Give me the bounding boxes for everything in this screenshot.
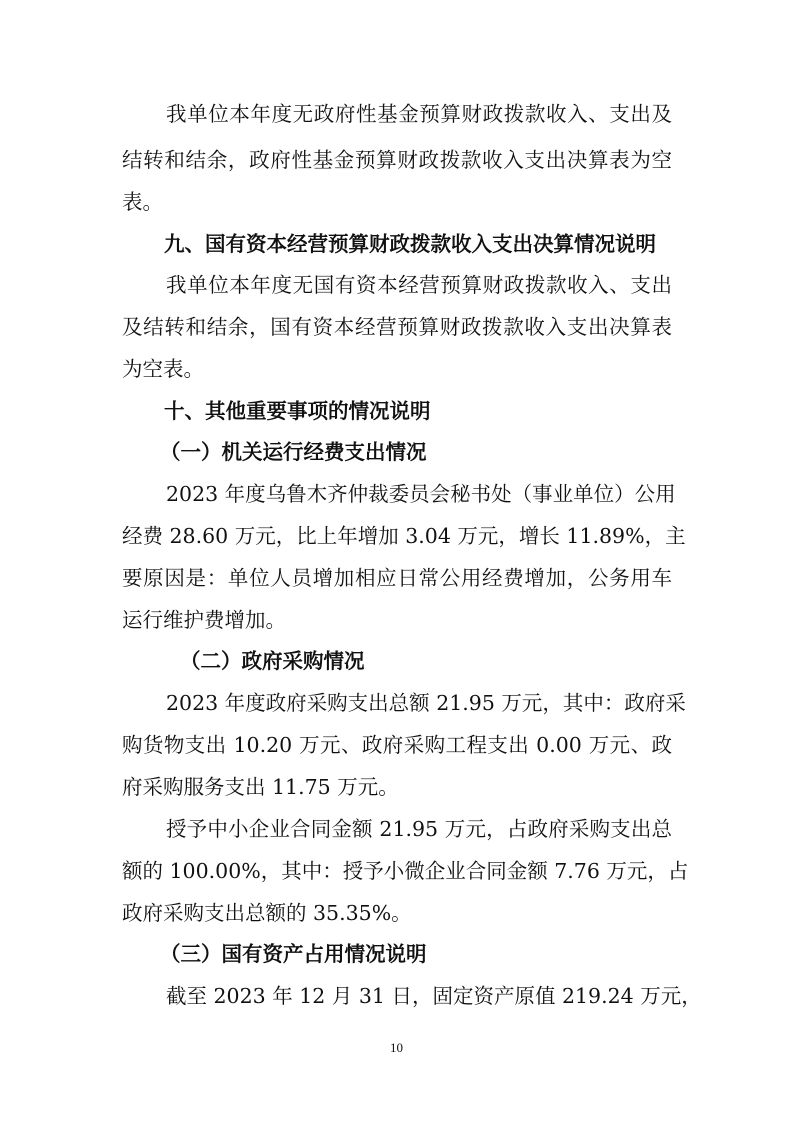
paragraph-line: 额的 100.00%，其中：授予小微企业合同金额 7.76 万元，占 [122,859,689,883]
paragraph-line: 及结转和结余，国有资本经营预算财政拨款收入支出决算表 [122,315,672,339]
paragraph-line: 经费 28.60 万元，比上年增加 3.04 万元，增长 11.89%，主 [122,524,686,548]
subsection-heading: （三）国有资产占用情况说明 [160,942,427,966]
subsection-heading: （二）政府采购情况 [180,649,365,673]
paragraph-line: 我单位本年度无政府性基金预算财政拨款收入、支出及 [166,102,672,126]
paragraph-line: 我单位本年度无国有资本经营预算财政拨款收入、支出 [166,273,672,297]
paragraph-line: 政府采购支出总额的 35.35%。 [122,901,412,925]
subsection-heading: （一）机关运行经费支出情况 [160,440,427,464]
page-number: 10 [390,1040,403,1055]
paragraph-line: 要原因是：单位人员增加相应日常公用经费增加，公务用车 [122,566,672,590]
paragraph-line: 为空表。 [122,357,204,381]
paragraph-line: 授予中小企业合同金额 21.95 万元，占政府采购支出总 [166,817,672,841]
paragraph-line: 2023 年度政府采购支出总额 21.95 万元，其中：政府采 [166,691,686,715]
paragraph-line: 结转和结余，政府性基金预算财政拨款收入支出决算表为空 [122,148,672,172]
section-heading: 十、其他重要事项的情况说明 [164,399,431,423]
paragraph-line: 2023 年度乌鲁木齐仲裁委员会秘书处（事业单位）公用 [166,482,676,506]
section-heading: 九、国有资本经营预算财政拨款收入支出决算情况说明 [164,232,656,256]
paragraph-line: 府采购服务支出 11.75 万元。 [122,775,399,799]
paragraph-line: 运行维护费增加。 [122,608,286,632]
paragraph-line: 截至 2023 年 12 月 31 日，固定资产原值 219.24 万元， [166,984,702,1008]
paragraph-line: 表。 [122,190,163,214]
paragraph-line: 购货物支出 10.20 万元、政府采购工程支出 0.00 万元、政 [122,733,672,757]
